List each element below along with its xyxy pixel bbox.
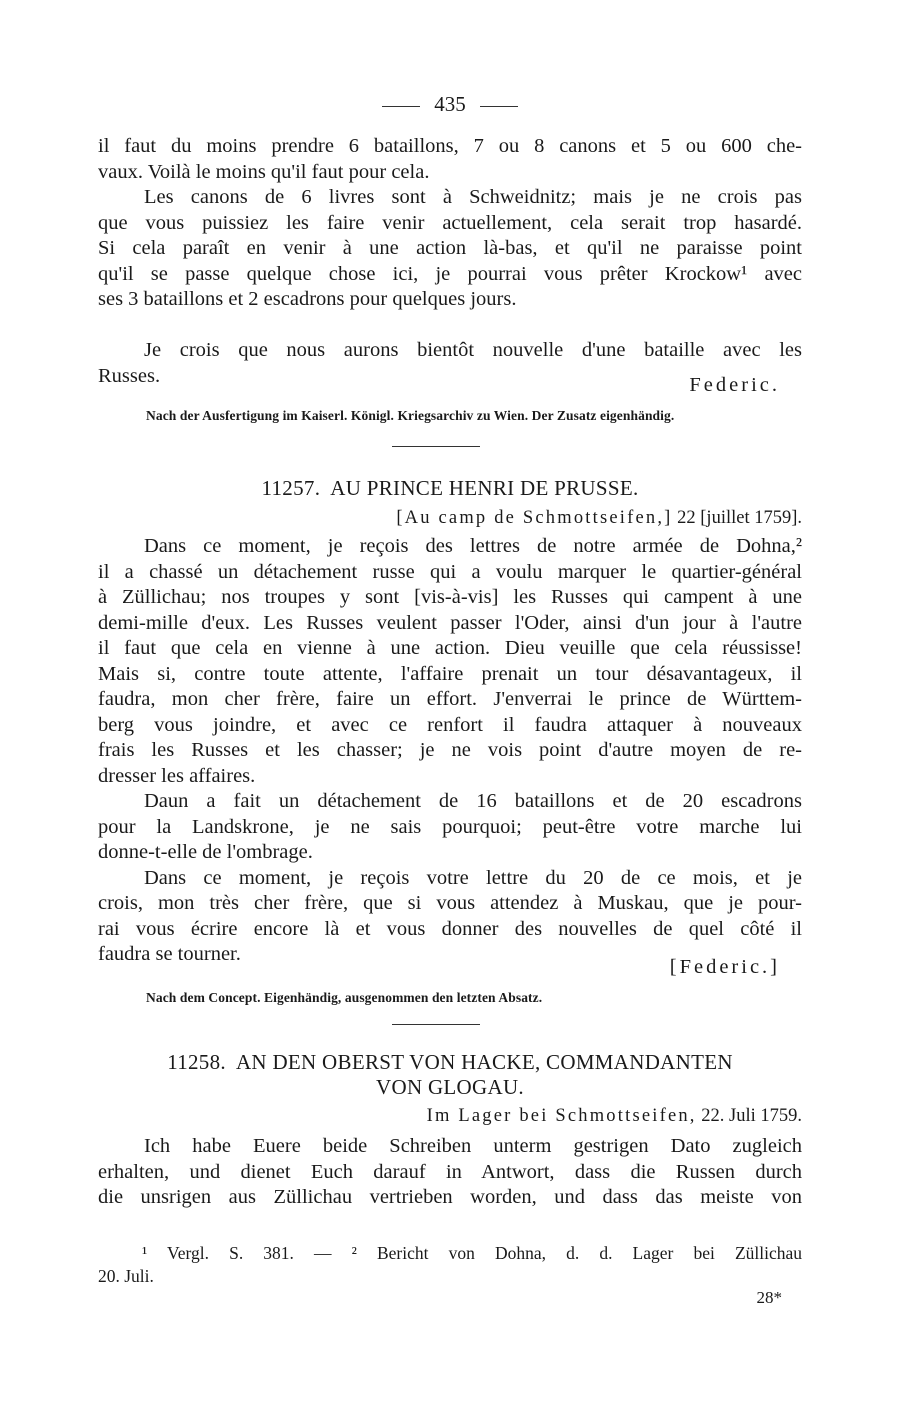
text-line: Dans ce moment, je reçois des lettres de notre armée de Dohna,²: [144, 535, 802, 557]
text-line: donne-t-elle de l'ombrage.: [98, 841, 313, 863]
section-divider: [392, 446, 480, 447]
text-line: il a chassé un détachement russe qui a voulu marquer le quartier-général: [98, 560, 802, 583]
text-line: vaux. Voilà le moins qu'il faut pour cela.: [98, 160, 430, 183]
dateline: [396, 508, 802, 529]
text-line: Je crois que nous aurons bientôt nouvelle d'une bataille avec les: [144, 339, 802, 361]
text-line: Russes.: [98, 364, 161, 387]
letter-title-line2: VON GLOGAU.: [376, 1075, 524, 1099]
section-divider: [392, 1024, 480, 1025]
text-line: Si cela paraît en venir à une action là-bas, et qu'il ne paraisse point: [98, 237, 802, 259]
text-line: crois, mon très cher frère, que si vous attendez à Muskau, que je pour-: [98, 892, 802, 914]
letter-title: AU PRINCE HENRI DE PRUSSE.: [330, 476, 639, 500]
text-line: pour la Landskrone, je ne sais pourquoi; peut-être votre marche lui: [98, 815, 802, 838]
dateline: [427, 1106, 802, 1127]
text-line: berg vous joindre, et avec ce renfort il faudra attaquer à nouveaux: [98, 713, 802, 736]
letter-number: 11258.: [167, 1050, 226, 1074]
text-line: Mais si, contre toute attente, l'affaire prenait un tour désavantageux, il: [98, 662, 802, 685]
text-line: frais les Russes et les chasser; je ne vois point d'autre moyen de re-: [98, 739, 802, 761]
text-line: faudra se tourner.: [98, 943, 241, 965]
text-line: qu'il se passe quelque chose ici, je pourrai vous prêter Krockow¹ avec: [98, 262, 802, 285]
text-line: erhalten, und dienet Euch darauf in Antwort, dass die Russen durch: [98, 1160, 802, 1183]
letter-heading: [98, 1050, 802, 1100]
text-line: il faut du moins prendre 6 bataillons, 7 ou 8 canons et 5 ou 600 che-: [98, 135, 802, 157]
footnote-line: 20. Juli.: [98, 1266, 154, 1286]
letter-heading: [98, 476, 802, 501]
page-number-left-dash: [382, 106, 420, 107]
text-line: que vous puissiez les faire venir actuellement, cela serait trop hasardé.: [98, 211, 802, 234]
source-note: Nach der Ausfertigung im Kaiserl. Königl. Kriegsarchiv zu Wien. Der Zusatz eigenhändig.: [146, 408, 675, 423]
signature: [Federic.]: [669, 956, 780, 978]
page-number-right-dash: [480, 106, 518, 107]
dateline-date: 22. Juli 1759.: [701, 1106, 802, 1126]
text-line: à Züllichau; nos troupes y sont [vis-à-vis] les Russes qui campent à une: [98, 586, 802, 608]
page-number-text: 435: [434, 92, 466, 116]
footnote-line: ¹ Vergl. S. 381. — ² Bericht von Dohna, d. d. Lager bei Züllichau: [142, 1243, 802, 1263]
text-line: Daun a fait un détachement de 16 bataillons et de 20 escadrons: [144, 790, 802, 812]
letter-title-line1: AN DEN OBERST VON HACKE, COMMANDANTEN: [235, 1050, 733, 1074]
text-line: die unsrigen aus Züllichau vertrieben worden, und dass das meiste von: [98, 1186, 802, 1208]
signature: Federic.: [689, 374, 780, 396]
text-line: demi-mille d'eux. Les Russes veulent passer l'Oder, ainsi d'un jour à l'autre: [98, 611, 802, 634]
text-line: Les canons de 6 livres sont à Schweidnitz; mais je ne crois pas: [144, 186, 802, 208]
text-line: ses 3 bataillons et 2 escadrons pour quelques jours.: [98, 288, 517, 310]
page-number: [0, 92, 900, 117]
letter-body: [98, 534, 802, 968]
text-line: dresser les affaires.: [98, 764, 256, 787]
letter-number: 11257.: [261, 476, 321, 500]
dateline-place: Im Lager bei Schmottseifen,: [426, 1106, 697, 1126]
dateline-place: [Au camp de Schmottseifen,]: [396, 508, 673, 528]
dateline-date: 22 [juillet 1759].: [677, 508, 802, 528]
continuation-text: [98, 134, 802, 313]
source-note: Nach dem Concept. Eigenhändig, ausgenommen den letzten Absatz.: [146, 990, 543, 1005]
text-line: faudra, mon cher frère, faire un effort. J'enverrai le prince de Württem-: [98, 688, 802, 710]
text-line: Ich habe Euere beide Schreiben unterm gestrigen Dato zugleich: [144, 1135, 802, 1157]
letter-body: [98, 1134, 802, 1211]
footnotes: [98, 1242, 802, 1288]
text-line: il faut que cela en vienne à une action. Dieu veuille que cela réussisse!: [98, 637, 802, 659]
text-line: Dans ce moment, je reçois votre lettre du 20 de ce mois, et je: [144, 866, 802, 889]
text-line: rai vous écrire encore là et vous donner des nouvelles de quel côté il: [98, 917, 802, 940]
signature-mark: 28*: [756, 1288, 782, 1307]
